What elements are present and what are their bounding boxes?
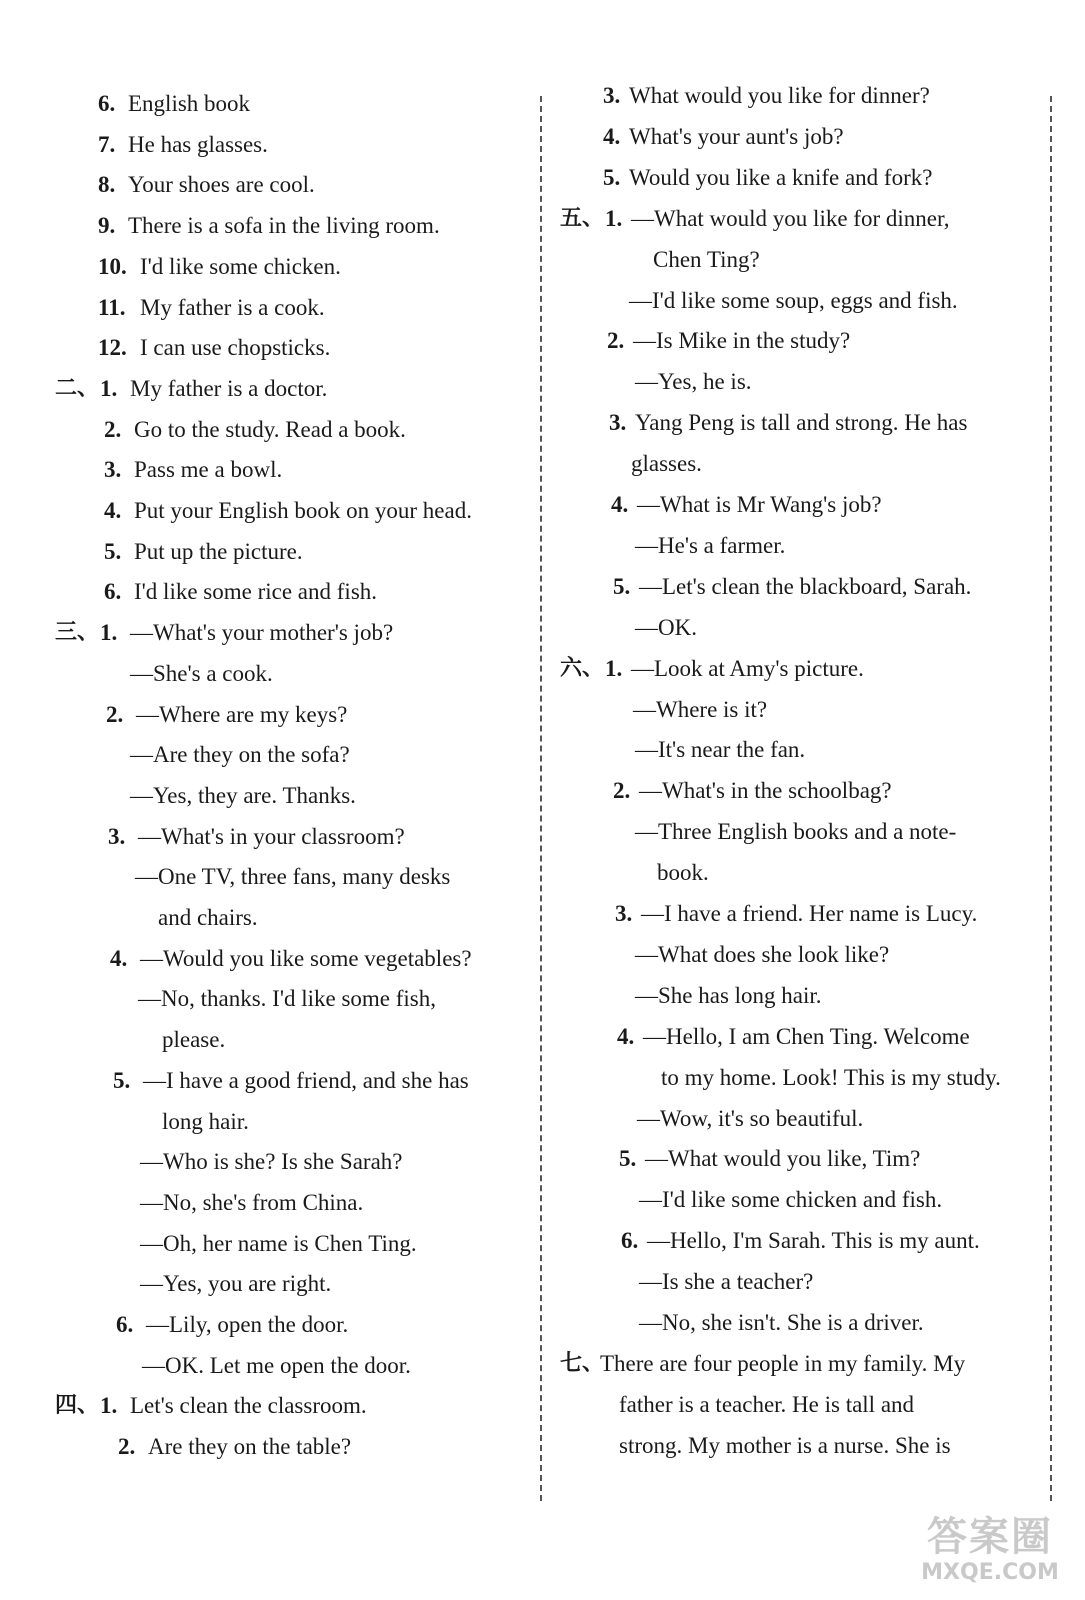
answer-text: —Where are my keys? <box>136 701 348 727</box>
answer-text: please. <box>162 1027 226 1053</box>
answer-text: —Yes, you are right. <box>140 1271 332 1297</box>
answer-text: —Yes, he is. <box>635 369 752 395</box>
answer-text: —Oh, her name is Chen Ting. <box>140 1230 417 1256</box>
section-marker: 七、 <box>560 1350 605 1376</box>
answer-text: —One TV, three fans, many desks <box>135 864 451 890</box>
answer-text: —OK. <box>635 614 697 640</box>
answer-text: father is a teacher. He is tall and <box>619 1391 915 1417</box>
answer-text: —Would you like some vegetables? <box>140 945 472 971</box>
item-number: 5. <box>104 538 122 564</box>
answer-text: —She has long hair. <box>635 982 822 1008</box>
answer-text: I can use chopsticks. <box>140 335 331 361</box>
item-number: 3. <box>609 410 627 436</box>
answer-text: —What does she look like? <box>635 941 890 967</box>
item-number: 5. <box>603 164 621 190</box>
answer-text: Are they on the table? <box>148 1434 352 1460</box>
answer-text: book. <box>657 860 709 886</box>
item-number: 6. <box>621 1228 639 1254</box>
answer-text: My father is a doctor. <box>130 375 328 401</box>
answer-text: long hair. <box>162 1108 249 1134</box>
item-number: 7. <box>98 131 116 157</box>
item-number: 3. <box>108 823 126 849</box>
answer-text: —Hello, I am Chen Ting. Welcome <box>643 1023 970 1049</box>
item-number: 4. <box>110 945 128 971</box>
answer-text: —It's near the fan. <box>635 737 806 763</box>
section-marker: 三、 <box>55 620 100 646</box>
item-number: 12. <box>98 335 127 361</box>
section-marker: 二、 <box>55 375 100 401</box>
answer-text: —What's your mother's job? <box>130 620 394 646</box>
answer-text: Pass me a bowl. <box>134 457 283 483</box>
answer-text: I'd like some chicken. <box>140 253 341 279</box>
item-number: 3. <box>615 901 633 926</box>
answer-text: and chairs. <box>158 905 258 930</box>
answer-text: —Are they on the sofa? <box>130 742 350 768</box>
answer-text: Yang Peng is tall and strong. He has <box>635 410 968 436</box>
item-number: 6. <box>116 1312 134 1337</box>
item-number: 3. <box>603 83 621 108</box>
answer-text: —She's a cook. <box>130 660 273 686</box>
item-number: 6. <box>104 579 122 605</box>
item-number: 5. <box>619 1146 637 1172</box>
answer-text: I'd like some rice and fish. <box>134 579 378 605</box>
item-number: 9. <box>98 213 116 239</box>
item-number: 4. <box>617 1023 635 1049</box>
item-number: 11. <box>98 294 126 320</box>
item-number: 3. <box>104 457 122 483</box>
answer-text: —No, thanks. I'd like some fish, <box>138 986 437 1012</box>
answer-text: My father is a cook. <box>140 294 325 320</box>
item-number: 1. <box>100 375 118 401</box>
answer-text: —Is she a teacher? <box>639 1269 814 1295</box>
item-number: 2. <box>106 701 124 727</box>
answer-text: —Where is it? <box>633 696 768 722</box>
answer-text: Your shoes are cool. <box>128 172 315 198</box>
item-number: 4. <box>611 492 629 517</box>
answer-text: —Is Mike in the study? <box>633 328 851 354</box>
item-number: 1. <box>100 620 118 646</box>
answer-text: —What is Mr Wang's job? <box>637 492 882 517</box>
answer-text: —Let's clean the blackboard, Sarah. <box>639 573 972 599</box>
answer-text: —I have a good friend, and she has <box>143 1067 469 1093</box>
item-number: 8. <box>98 172 116 198</box>
answer-text: Go to the study. Read a book. <box>134 416 406 442</box>
section-marker: 四、 <box>55 1393 100 1419</box>
answer-text: glasses. <box>631 451 702 477</box>
answer-text: Let's clean the classroom. <box>130 1393 367 1419</box>
answer-text: —No, she's from China. <box>140 1189 364 1215</box>
answer-text: —Yes, they are. Thanks. <box>130 782 356 808</box>
item-number: 2. <box>118 1434 136 1460</box>
answer-text: —Look at Amy's picture. <box>631 655 864 681</box>
answer-text: There is a sofa in the living room. <box>128 213 440 239</box>
item-number: 4. <box>603 123 621 149</box>
section-marker: 五、 <box>560 205 605 231</box>
item-number: 10. <box>98 253 127 279</box>
answer-text: There are four people in my family. My <box>600 1350 966 1376</box>
answer-text: strong. My mother is a nurse. She is <box>619 1432 951 1458</box>
answer-text: English book <box>128 91 251 116</box>
answer-text: —Lily, open the door. <box>146 1312 349 1337</box>
answer-text: Put up the picture. <box>134 538 303 564</box>
answer-text: —I'd like some chicken and fish. <box>639 1187 943 1213</box>
section-marker: 六、 <box>560 655 605 681</box>
answer-text: —I'd like some soup, eggs and fish. <box>629 287 958 313</box>
answer-text: —Who is she? Is she Sarah? <box>140 1149 403 1175</box>
answer-text: —I have a friend. Her name is Lucy. <box>641 901 978 926</box>
answer-text: —Hello, I'm Sarah. This is my aunt. <box>647 1228 980 1254</box>
answer-text: —No, she isn't. She is a driver. <box>639 1310 924 1335</box>
answer-text: —Three English books and a note- <box>635 819 957 845</box>
answer-text: to my home. Look! This is my study. <box>661 1064 1001 1090</box>
answer-text: What would you like for dinner? <box>629 83 930 108</box>
item-number: 2. <box>613 778 631 804</box>
edge-divider <box>1050 96 1052 1501</box>
answer-text: —What's in your classroom? <box>138 823 405 849</box>
watermark-cn: 答案圈 <box>927 1514 1053 1560</box>
answer-text: —He's a farmer. <box>635 532 786 558</box>
item-number: 2. <box>607 328 625 354</box>
item-number: 1. <box>100 1393 118 1419</box>
item-number: 6. <box>98 91 116 116</box>
answer-text: —What would you like for dinner, <box>631 205 950 231</box>
answer-text: Chen Ting? <box>653 246 760 272</box>
item-number: 5. <box>613 573 631 599</box>
answer-text: —What would you like, Tim? <box>645 1146 921 1172</box>
item-number: 5. <box>113 1067 131 1093</box>
answer-text: Put your English book on your head. <box>134 498 472 523</box>
answer-text: Would you like a knife and fork? <box>629 164 933 190</box>
answer-text: —Wow, it's so beautiful. <box>637 1105 864 1131</box>
answer-text: —OK. Let me open the door. <box>142 1352 411 1378</box>
item-number: 2. <box>104 416 122 442</box>
column-divider <box>540 96 542 1501</box>
watermark-logo <box>915 1514 1065 1594</box>
watermark-en: MXQE.COM <box>921 1560 1059 1585</box>
item-number: 1. <box>605 205 623 231</box>
item-number: 1. <box>605 655 623 681</box>
item-number: 4. <box>104 498 122 523</box>
answer-text: —What's in the schoolbag? <box>639 778 892 804</box>
answer-text: What's your aunt's job? <box>629 123 844 149</box>
answer-text: He has glasses. <box>128 131 268 157</box>
